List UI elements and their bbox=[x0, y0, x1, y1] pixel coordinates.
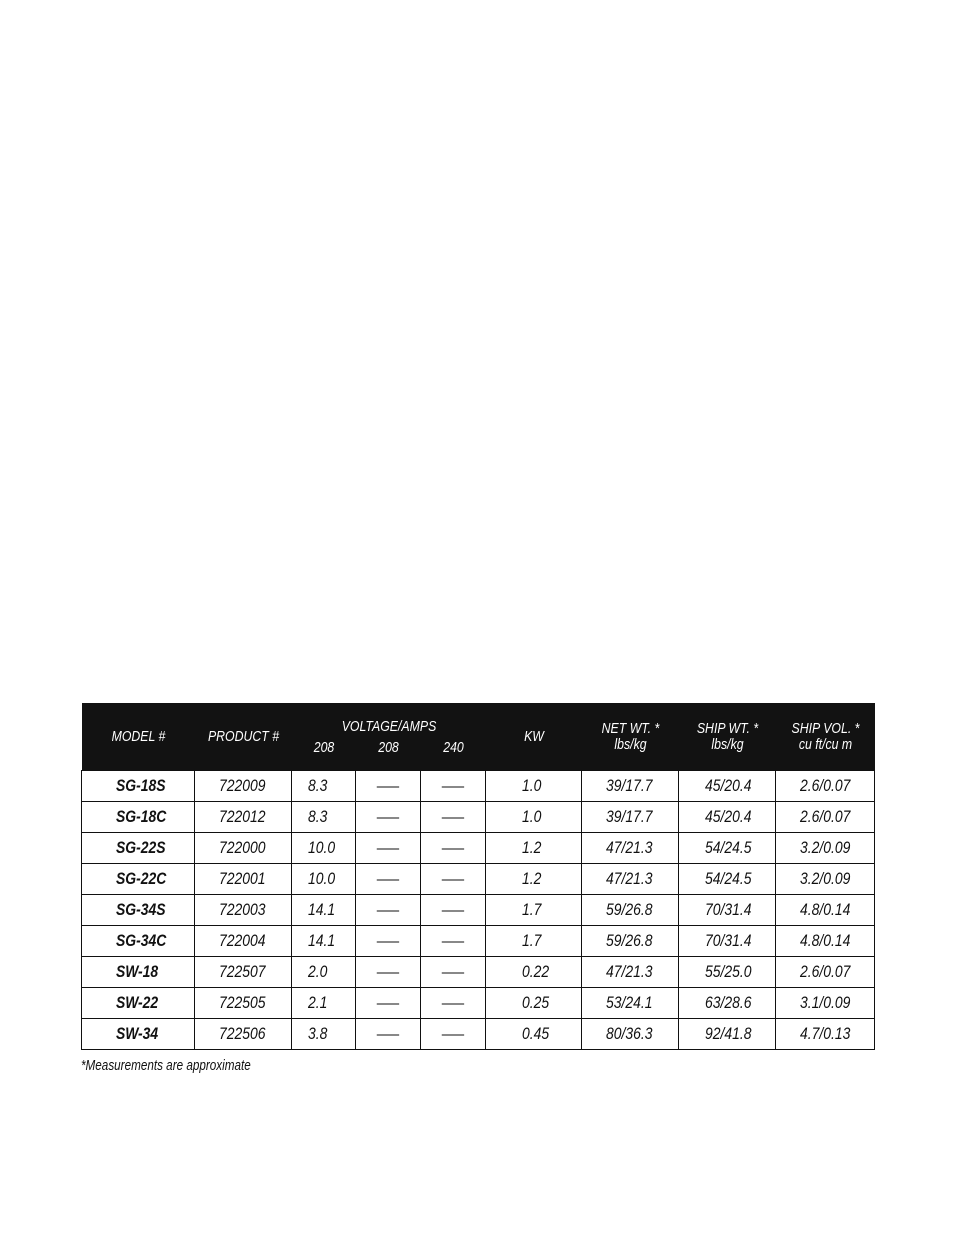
header-ship-vol-unit: cu ft/cu m bbox=[798, 735, 852, 753]
cell-product: 722009 bbox=[195, 771, 292, 802]
cell-ship-wt: 55/25.0 bbox=[679, 957, 776, 988]
cell-ship-vol: 3.2/0.09 bbox=[776, 864, 875, 895]
cell-amps-240: — bbox=[421, 1019, 486, 1050]
cell-amps-240: — bbox=[421, 833, 486, 864]
cell-product: 722505 bbox=[195, 988, 292, 1019]
cell-ship-vol: 4.8/0.14 bbox=[776, 926, 875, 957]
cell-amps-208b: — bbox=[356, 833, 421, 864]
header-ship-wt-label: SHIP WT. * bbox=[696, 719, 758, 737]
cell-amps-208b: — bbox=[356, 864, 421, 895]
cell-model: SG-34C bbox=[82, 926, 195, 957]
cell-amps-240: — bbox=[421, 957, 486, 988]
cell-ship-vol: 2.6/0.07 bbox=[776, 771, 875, 802]
header-ship-wt bbox=[687, 703, 767, 771]
table-row bbox=[82, 1019, 875, 1050]
cell-amps-208a: 10.0 bbox=[292, 833, 356, 864]
header-voltage-240: 240 bbox=[442, 739, 464, 756]
cell-amps-240: — bbox=[421, 864, 486, 895]
cell-model: SG-18S bbox=[82, 771, 195, 802]
cell-model: SW-22 bbox=[82, 988, 195, 1019]
cell-kw: 0.22 bbox=[486, 957, 582, 988]
table-header bbox=[82, 703, 875, 771]
cell-net-wt: 80/36.3 bbox=[582, 1019, 679, 1050]
table-body bbox=[82, 771, 875, 1050]
cell-ship-wt: 70/31.4 bbox=[679, 895, 776, 926]
cell-ship-wt: 54/24.5 bbox=[679, 833, 776, 864]
header-voltage-208b: 208 bbox=[377, 739, 399, 756]
cell-product: 722507 bbox=[195, 957, 292, 988]
cell-amps-208a: 3.8 bbox=[292, 1019, 356, 1050]
cell-net-wt: 39/17.7 bbox=[582, 771, 679, 802]
footnote: *Measurements are approximate bbox=[81, 1057, 251, 1074]
cell-kw: 1.7 bbox=[486, 926, 582, 957]
cell-amps-208a: 8.3 bbox=[292, 802, 356, 833]
cell-amps-240: — bbox=[421, 926, 486, 957]
cell-net-wt: 47/21.3 bbox=[582, 833, 679, 864]
cell-ship-wt: 45/20.4 bbox=[679, 771, 776, 802]
cell-product: 722001 bbox=[195, 864, 292, 895]
cell-amps-208b: — bbox=[356, 1019, 421, 1050]
cell-product: 722000 bbox=[195, 833, 292, 864]
cell-kw: 0.25 bbox=[486, 988, 582, 1019]
header-ship-vol-label: SHIP VOL. * bbox=[791, 719, 859, 737]
cell-net-wt: 47/21.3 bbox=[582, 864, 679, 895]
cell-amps-208a: 2.0 bbox=[292, 957, 356, 988]
cell-amps-240: — bbox=[421, 802, 486, 833]
cell-model: SW-18 bbox=[82, 957, 195, 988]
cell-amps-208b: — bbox=[356, 957, 421, 988]
cell-net-wt: 39/17.7 bbox=[582, 802, 679, 833]
cell-amps-240: — bbox=[421, 895, 486, 926]
cell-kw: 1.0 bbox=[486, 802, 582, 833]
cell-ship-vol: 4.8/0.14 bbox=[776, 895, 875, 926]
cell-ship-vol: 4.7/0.13 bbox=[776, 1019, 875, 1050]
spec-table bbox=[81, 703, 875, 1050]
cell-model: SW-34 bbox=[82, 1019, 195, 1050]
cell-ship-wt: 92/41.8 bbox=[679, 1019, 776, 1050]
table-row bbox=[82, 864, 875, 895]
cell-kw: 1.7 bbox=[486, 895, 582, 926]
table-row bbox=[82, 926, 875, 957]
cell-net-wt: 53/24.1 bbox=[582, 988, 679, 1019]
table-row bbox=[82, 771, 875, 802]
cell-amps-208b: — bbox=[356, 988, 421, 1019]
cell-product: 722506 bbox=[195, 1019, 292, 1050]
cell-amps-240: — bbox=[421, 988, 486, 1019]
header-voltage-208a: 208 bbox=[313, 739, 334, 756]
header-net-wt bbox=[590, 703, 670, 771]
table-row bbox=[82, 802, 875, 833]
table-row bbox=[82, 895, 875, 926]
cell-ship-wt: 45/20.4 bbox=[679, 802, 776, 833]
cell-amps-208a: 14.1 bbox=[292, 895, 356, 926]
cell-amps-208b: — bbox=[356, 802, 421, 833]
cell-amps-208b: — bbox=[356, 895, 421, 926]
cell-amps-208b: — bbox=[356, 926, 421, 957]
cell-amps-208b: — bbox=[356, 771, 421, 802]
cell-kw: 1.0 bbox=[486, 771, 582, 802]
cell-net-wt: 59/26.8 bbox=[582, 926, 679, 957]
cell-ship-wt: 63/28.6 bbox=[679, 988, 776, 1019]
cell-ship-vol: 2.6/0.07 bbox=[776, 802, 875, 833]
table-row bbox=[82, 833, 875, 864]
table-row bbox=[82, 957, 875, 988]
cell-model: SG-18C bbox=[82, 802, 195, 833]
cell-model: SG-22C bbox=[82, 864, 195, 895]
header-model: MODEL # bbox=[111, 727, 165, 745]
cell-product: 722004 bbox=[195, 926, 292, 957]
cell-amps-208a: 2.1 bbox=[292, 988, 356, 1019]
cell-kw: 0.45 bbox=[486, 1019, 582, 1050]
cell-amps-208a: 10.0 bbox=[292, 864, 356, 895]
header-ship-wt-unit: lbs/kg bbox=[710, 735, 744, 753]
table-row bbox=[82, 988, 875, 1019]
header-ship-vol bbox=[784, 703, 865, 771]
cell-kw: 1.2 bbox=[486, 864, 582, 895]
cell-ship-vol: 2.6/0.07 bbox=[776, 957, 875, 988]
cell-net-wt: 47/21.3 bbox=[582, 957, 679, 988]
cell-amps-208a: 14.1 bbox=[292, 926, 356, 957]
cell-amps-208a: 8.3 bbox=[292, 771, 356, 802]
cell-amps-240: — bbox=[421, 771, 486, 802]
cell-net-wt: 59/26.8 bbox=[582, 895, 679, 926]
header-net-wt-label: NET WT. * bbox=[601, 719, 659, 737]
cell-product: 722003 bbox=[195, 895, 292, 926]
cell-kw: 1.2 bbox=[486, 833, 582, 864]
cell-ship-wt: 70/31.4 bbox=[679, 926, 776, 957]
cell-model: SG-34S bbox=[82, 895, 195, 926]
header-product: PRODUCT # bbox=[207, 727, 279, 745]
header-kw: KW bbox=[523, 727, 544, 745]
cell-model: SG-22S bbox=[82, 833, 195, 864]
cell-product: 722012 bbox=[195, 802, 292, 833]
cell-ship-vol: 3.2/0.09 bbox=[776, 833, 875, 864]
header-voltage-amps: VOLTAGE/AMPS bbox=[341, 718, 436, 735]
cell-ship-vol: 3.1/0.09 bbox=[776, 988, 875, 1019]
cell-ship-wt: 54/24.5 bbox=[679, 864, 776, 895]
header-net-wt-unit: lbs/kg bbox=[613, 735, 647, 753]
